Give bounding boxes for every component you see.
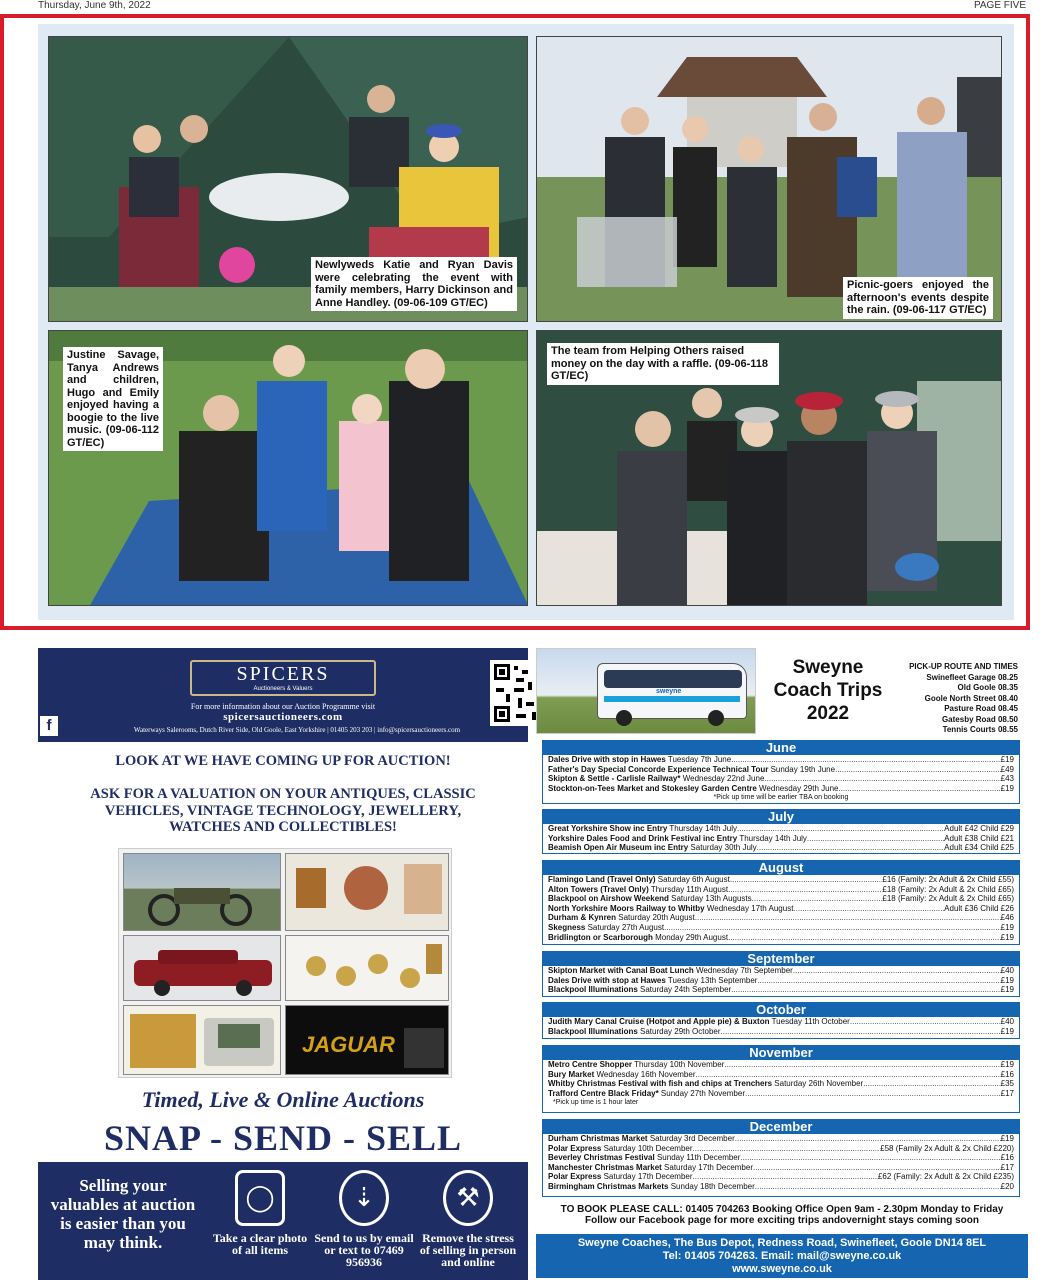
month-july xyxy=(542,809,1020,854)
trip-note: *Pick up time is 1 hour later xyxy=(553,1099,639,1107)
bus-livery: sweyne xyxy=(656,688,682,695)
trip-row: Blackpool Illuminations Saturday 29th October ..... £19 xyxy=(543,1027,1019,1037)
pickup-stop: Goole North Street 08.40 xyxy=(924,693,1018,703)
phone-icon: ◯ xyxy=(235,1170,285,1226)
antiques-image xyxy=(285,853,449,931)
sweyne-header xyxy=(536,648,1028,734)
trip-row: Bridlington or Scarborough Monday 29th August ..... £19 xyxy=(543,933,1019,943)
gavel-icon: ⚒ xyxy=(443,1170,493,1226)
trip-note: *Pick up time will be earlier TBA on booking xyxy=(713,794,849,802)
trip-row: Father's Day Special Concorde Experience Technical Tour Sunday 19th June ..... £49 xyxy=(543,765,1019,775)
trip-row: Alton Towers (Travel Only) Thursday 11th August ..... £18 (Family: 2x Adult & 2x Child £65) xyxy=(543,885,1019,895)
motorbike-image xyxy=(123,853,281,931)
trip-row: Dales Drive with stop in Hawes Tuesday 7th June ..... £19 xyxy=(543,755,1019,765)
month-heading: December xyxy=(543,1120,1019,1134)
step-remove-text: Remove the stress of selling in person and online xyxy=(419,1231,517,1269)
auction-headline: LOOK AT WE HAVE COMING UP FOR AUCTION! xyxy=(115,753,451,769)
snap-send-sell: SNAP - SEND - SELL xyxy=(103,1118,463,1158)
step-send xyxy=(314,1170,414,1268)
auction-tagline: Timed, Live & Online Auctions xyxy=(141,1087,425,1112)
month-june xyxy=(542,740,1020,804)
pickup-stop: Swinefleet Garage 08.25 xyxy=(926,672,1018,682)
coach-bus xyxy=(597,663,747,719)
photo-helping-others-caption: The team from Helping Others raised money on the day with a raffle. (09-06-118 GT/EC) xyxy=(547,343,779,385)
trip-row: Durham & Kynren Saturday 20th August ..... £46 xyxy=(543,913,1019,923)
classic-car-image xyxy=(123,935,281,1001)
booking-facebook: Follow our Facebook page for more exciting trips andovernight stays coming soon xyxy=(585,1215,979,1226)
trip-row: Skegness Saturday 27th August ..... £19 xyxy=(543,923,1019,933)
trip-row: Dales Drive with stop at Hawes Tuesday 13th September ..... £19 xyxy=(543,976,1019,986)
step-remove xyxy=(418,1170,518,1268)
issue-date: Thursday, June 9th, 2022 xyxy=(38,0,151,11)
trip-row: Beverley Christmas Festival Sunday 11th December ..... £16 xyxy=(543,1153,1019,1163)
trip-row: Judith Mary Canal Cruise (Hotpot and Apple pie) & Buxton Tuesday 11th October ..... £40 xyxy=(543,1017,1019,1027)
trip-row: Yorkshire Dales Food and Drink Festival inc Entry Thursday 14th July ..... Adult £38 Child £21 xyxy=(543,834,1019,844)
trip-row: Blackpool on Airshow Weekend Saturday 13th Augusts ..... £18 (Family: 2x Adult & 2x Child £65) xyxy=(543,894,1019,904)
pickup-times xyxy=(868,662,1018,736)
trip-row: Bury Market Wednesday 16th November ..... £16 xyxy=(543,1070,1019,1080)
valuation-headline: ASK FOR A VALUATION ON YOUR ANTIQUES, CLASSIC VEHICLES, VINTAGE TECHNOLOGY, JEWELLERY, WATCHES AND COLLECTIBLES! xyxy=(90,786,476,835)
selling-steps-box xyxy=(38,1162,528,1280)
trip-row: Blackpool Illuminations Saturday 24th September ..... £19 xyxy=(543,985,1019,995)
auction-collage xyxy=(118,848,452,1078)
photo-newlyweds-caption: Newlyweds Katie and Ryan Davis were celebrating the event with family members, Harry Dickinson and Anne Handley. (09-06-109 GT/EC) xyxy=(311,257,517,311)
photo-picnic-goers-caption: Picnic-goers enjoyed the afternoon's events despite the rain. (09-06-117 GT/EC) xyxy=(843,277,993,319)
pickup-stop: Gatesby Road 08.50 xyxy=(941,714,1018,724)
trip-row: Trafford Centre Black Friday* Sunday 27th November ..... £17 xyxy=(543,1089,1019,1099)
selling-pitch: Selling your valuables at auction is easier than you may think. xyxy=(50,1176,196,1252)
trip-row: Stockton-on-Tees Market and Stokesley Garden Centre Wednesday 29th June ..... £19 xyxy=(543,784,1019,794)
photo-helping-others xyxy=(536,330,1002,606)
trip-row: Birmingham Christmas Markets Sunday 18th December ..... £20 xyxy=(543,1182,1019,1192)
photo-newlyweds xyxy=(48,36,528,322)
booking-phone: TO BOOK PLEASE CALL: 01405 704263 Booking Office Open 9am - 2.30pm Monday to Friday xyxy=(560,1204,1004,1215)
trip-row: Skipton Market with Canal Boat Lunch Wednesday 7th September ..... £40 xyxy=(543,966,1019,976)
photo-spread xyxy=(38,24,1014,620)
booking-info xyxy=(536,1204,1028,1226)
trip-row: Polar Express Saturday 17th December ..... £62 (Family: 2x Adult & 2x Child £235) xyxy=(543,1172,1019,1182)
page-number: PAGE FIVE xyxy=(973,0,1026,11)
jewellery-image xyxy=(285,935,449,1001)
spicers-banner xyxy=(38,648,528,742)
month-heading: June xyxy=(543,741,1019,755)
jaguar-box-text: JAGUAR xyxy=(302,1032,395,1057)
spicers-address: Waterways Salerooms, Dutch River Side, Old Goole, East Yorkshire | 01405 203 203 | info@spicersauctioneers.com xyxy=(133,726,461,734)
inbox-icon: ⇣ xyxy=(339,1170,389,1226)
trip-row: North Yorkshire Moors Railway to Whitby Wednesday 17th August ..... Adult £36 Child £26 xyxy=(543,904,1019,914)
photo-picnic-goers xyxy=(536,36,1002,322)
trip-row: Metro Centre Shopper Thursday 10th November ..... £19 xyxy=(543,1060,1019,1070)
month-heading: October xyxy=(543,1003,1019,1017)
trip-row: Great Yorkshire Show inc Entry Thursday 14th July ..... Adult £42 Child £29 xyxy=(543,824,1019,834)
trip-row: Whitby Christmas Festival with fish and chips at Trenchers Saturday 26th November ..... £35 xyxy=(543,1079,1019,1089)
trip-row: Polar Express Saturday 10th December ..... £58 (Family 2x Adult & 2x Child £220) xyxy=(543,1144,1019,1154)
step-photo-text: Take a clear photo of all items xyxy=(212,1231,308,1257)
pickup-title: PICK-UP ROUTE AND TIMES xyxy=(909,662,1018,671)
month-october xyxy=(542,1002,1020,1039)
pickup-stop: Tennis Courts 08.55 xyxy=(942,725,1018,734)
month-december xyxy=(542,1119,1020,1197)
month-heading: November xyxy=(543,1046,1019,1060)
trip-row: Skipton & Settle - Carlisle Railway* Wednesday 22nd June ..... £43 xyxy=(543,774,1019,784)
month-heading: September xyxy=(543,952,1019,966)
spicers-name: SPICERS xyxy=(236,663,330,685)
month-heading: July xyxy=(543,810,1019,824)
photo-family-boogie xyxy=(48,330,528,606)
pickup-stop: Pasture Road 08.45 xyxy=(944,704,1018,713)
spicers-info-line: For more information about our Auction Programme visit xyxy=(190,702,376,711)
spicers-url[interactable]: spicersauctioneers.com xyxy=(223,711,343,723)
month-september xyxy=(542,951,1020,997)
facebook-icon[interactable]: f xyxy=(40,716,58,736)
sweyne-title: Sweyne Coach Trips 2022 xyxy=(773,657,883,724)
sweyne-website[interactable]: www.sweyne.co.uk xyxy=(732,1263,832,1275)
month-heading: August xyxy=(543,861,1019,875)
trip-row: Manchester Christmas Market Saturday 17th December ..... £17 xyxy=(543,1163,1019,1173)
trip-row: Durham Christmas Market Saturday 3rd December ..... £19 xyxy=(543,1134,1019,1144)
photo-family-boogie-caption: Justine Savage, Tanya Andrews and children, Hugo and Emily enjoyed having a boogie to the live music. (09-06-112 GT/EC) xyxy=(63,347,163,451)
sweyne-address: Sweyne Coaches, The Bus Depot, Redness Road, Swinefleet, Goole DN14 8EL xyxy=(577,1237,987,1249)
game-console-image xyxy=(123,1005,281,1075)
coach-image xyxy=(536,648,756,734)
month-august xyxy=(542,860,1020,945)
step-photo xyxy=(210,1170,310,1256)
sweyne-contact: Tel: 01405 704263. Email: mail@sweyne.co.uk xyxy=(662,1250,902,1262)
step-send-text: Send to us by email or text to 07469 956936 xyxy=(314,1231,414,1269)
collectibles-image xyxy=(285,1005,449,1075)
sweyne-footer xyxy=(536,1234,1028,1278)
pickup-stop: Old Goole 08.35 xyxy=(957,683,1018,692)
month-november xyxy=(542,1045,1020,1113)
page-header xyxy=(0,0,1064,12)
trip-row: Beamish Open Air Museum inc Entry Saturday 30th July ..... Adult £34 Child £25 xyxy=(543,843,1019,853)
spicers-logo xyxy=(190,660,376,696)
trip-row: Flamingo Land (Travel Only) Saturday 6th August ..... £16 (Family: 2x Adult & 2x Child £55) xyxy=(543,875,1019,885)
spicers-subtitle: Auctioneers & Valuers xyxy=(253,686,313,692)
